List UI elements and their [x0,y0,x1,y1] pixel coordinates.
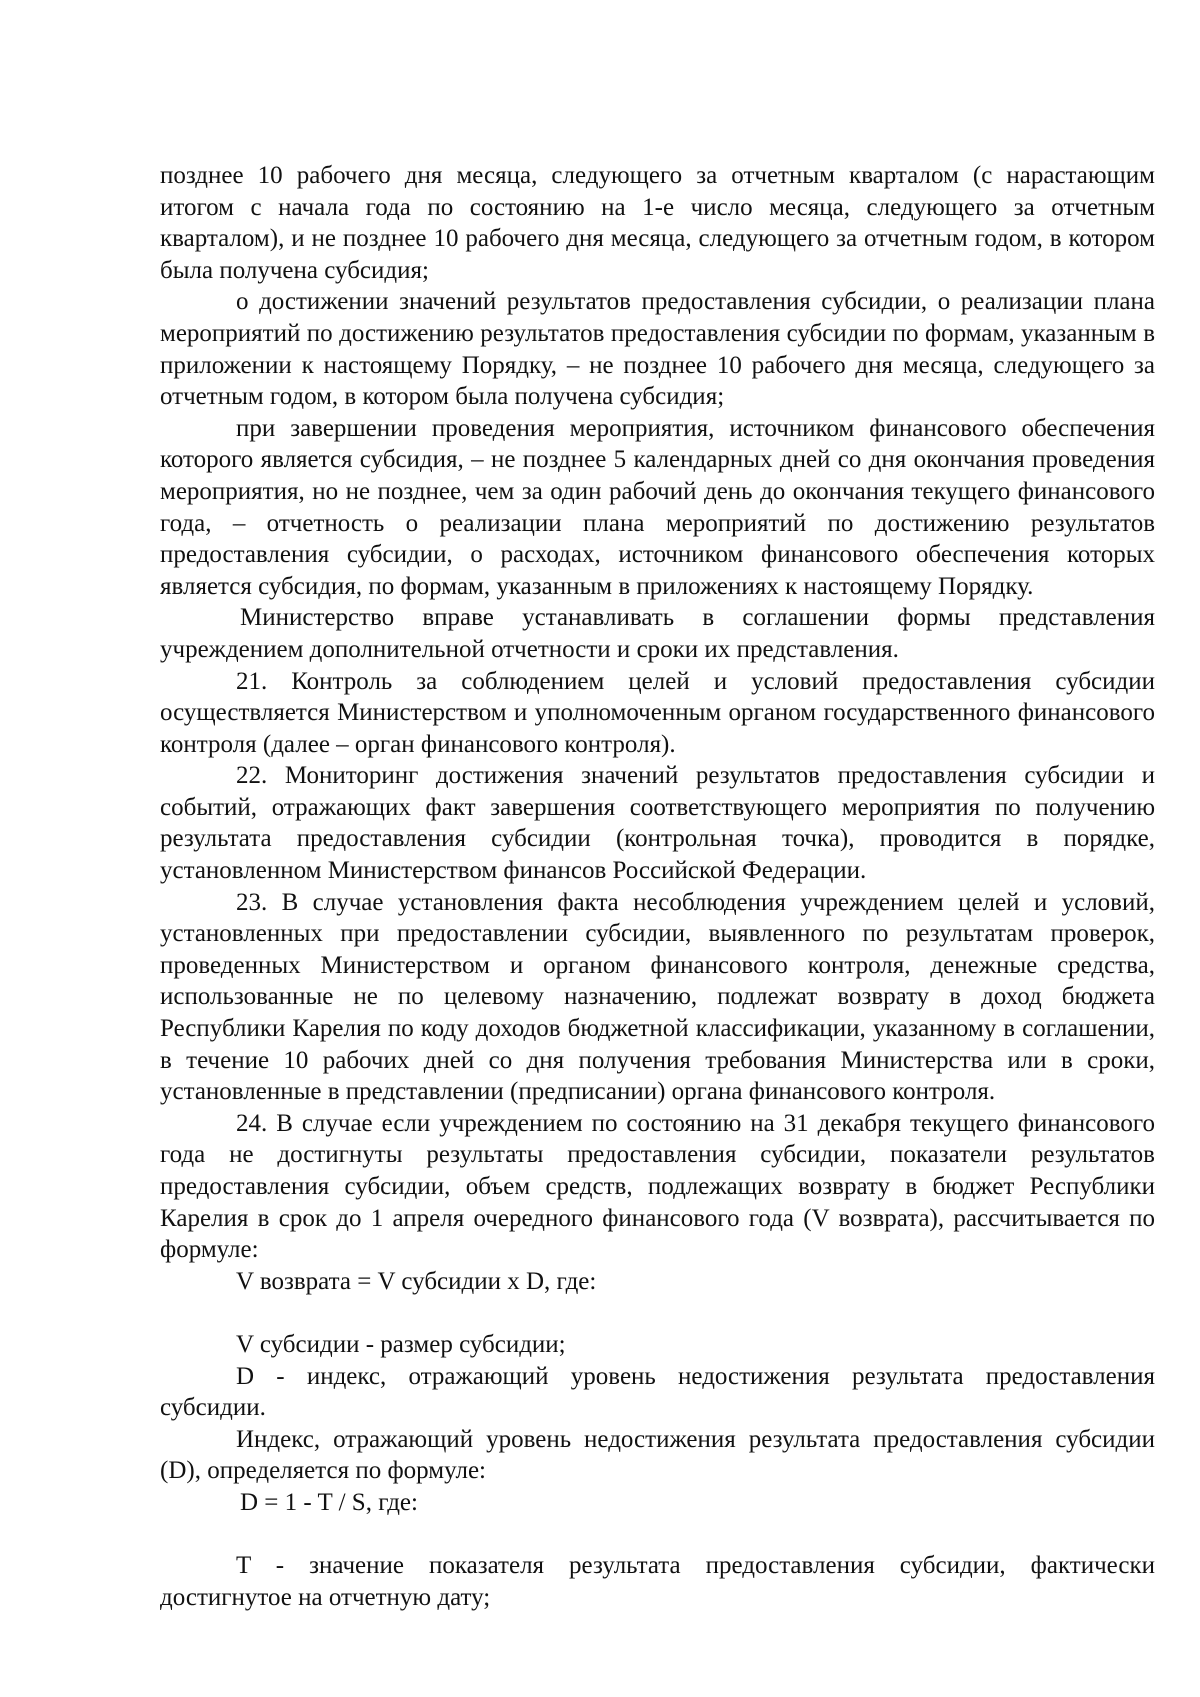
definition-v-subsidy: V субсидии - размер субсидии; [236,1330,566,1358]
paragraph-event-completion: при завершении проведения мероприятия, источником финансового обеспечения которого является субсидия, – не позднее 5 календарных дней со дня окончания проведения мероприятия, но не позднее, чем за один рабочий день до окончания текущего финансового года, – отчетность о реализации плана мероприятий по достижению результатов предоставления субсидии, о расходах, источником финансового обеспечения которых является субсидия, по формам, указанным в приложениях к настоящему Порядку. [160,414,1155,600]
formula-index: D = 1 - T / S, где: [240,1488,418,1516]
paragraph-23: 23. В случае установления факта несоблюдения учреждением целей и условий, установленных при предоставлении субсидии, выявленного по результатам проверок, проведенных Министерством и органом финансового контроля, денежные средства, использованные не по целевому назначению, подлежат возврату в доход бюджета Республики Карелия по коду доходов бюджетной классификации, указанному в соглашении, в течение 10 рабочих дней со дня получения требования Министерства или в сроки, установленные в представлении (предписании) органа финансового контроля. [160,888,1155,1106]
paragraph-results-report: о достижении значений результатов предоставления субсидии, о реализации плана мероприятий по достижению результатов предоставления субсидии по формам, указанным в приложении к настоящему Порядку, – не позднее 10 рабочего дня месяца, следующего за отчетным годом, в котором была получена субсидия; [160,288,1155,411]
paragraph-reporting-deadline: позднее 10 рабочего дня месяца, следующего за отчетным кварталом (с нарастающим итогом с начала года по состоянию на 1-е число месяца, следующего за отчетным кварталом), и не позднее 10 рабочего дня месяца, следующего за отчетным годом, в котором была получена субсидия; [160,162,1155,284]
paragraph-22: 22. Мониторинг достижения значений результатов предоставления субсидии и событий, отражающих факт завершения соответствующего мероприятия по получению результата предоставления субсидии (контрольная точка), проводится в порядке, установленном Министерством финансов Российской Федерации. [160,762,1155,885]
paragraph-21: 21. Контроль за соблюдением целей и условий предоставления субсидии осуществляется Министерством и уполномоченным органом государственного финансового контроля (далее – орган финансового контроля). [160,667,1155,758]
formula-return: V возврата = V субсидии x D, где: [236,1267,597,1295]
definition-t-value: T - значение показателя результата предоставления субсидии, фактически достигнутое на отчетную дату; [160,1552,1155,1611]
paragraph-index-intro: Индекс, отражающий уровень недостижения результата предоставления субсидии (D), определяется по формуле: [160,1425,1155,1485]
spacer [160,1297,1155,1329]
definition-d-index: D - индекс, отражающий уровень недостижения результата предоставления субсидии. [160,1362,1155,1422]
document-page [160,160,1155,1613]
paragraph-24: 24. В случае если учреждением по состоянию на 31 декабря текущего финансового года не достигнуты результаты предоставления субсидии, показатели результатов предоставления субсидии, объем средств, подлежащих возврату в бюджет Республики Карелия в срок до 1 апреля очередного финансового года (V возврата), рассчитывается по формуле: [160,1109,1155,1264]
paragraph-ministry-rights: Министерство вправе устанавливать в соглашении формы представления учреждением дополнительной отчетности и сроки их представления. [160,604,1155,663]
spacer [160,1519,1155,1551]
